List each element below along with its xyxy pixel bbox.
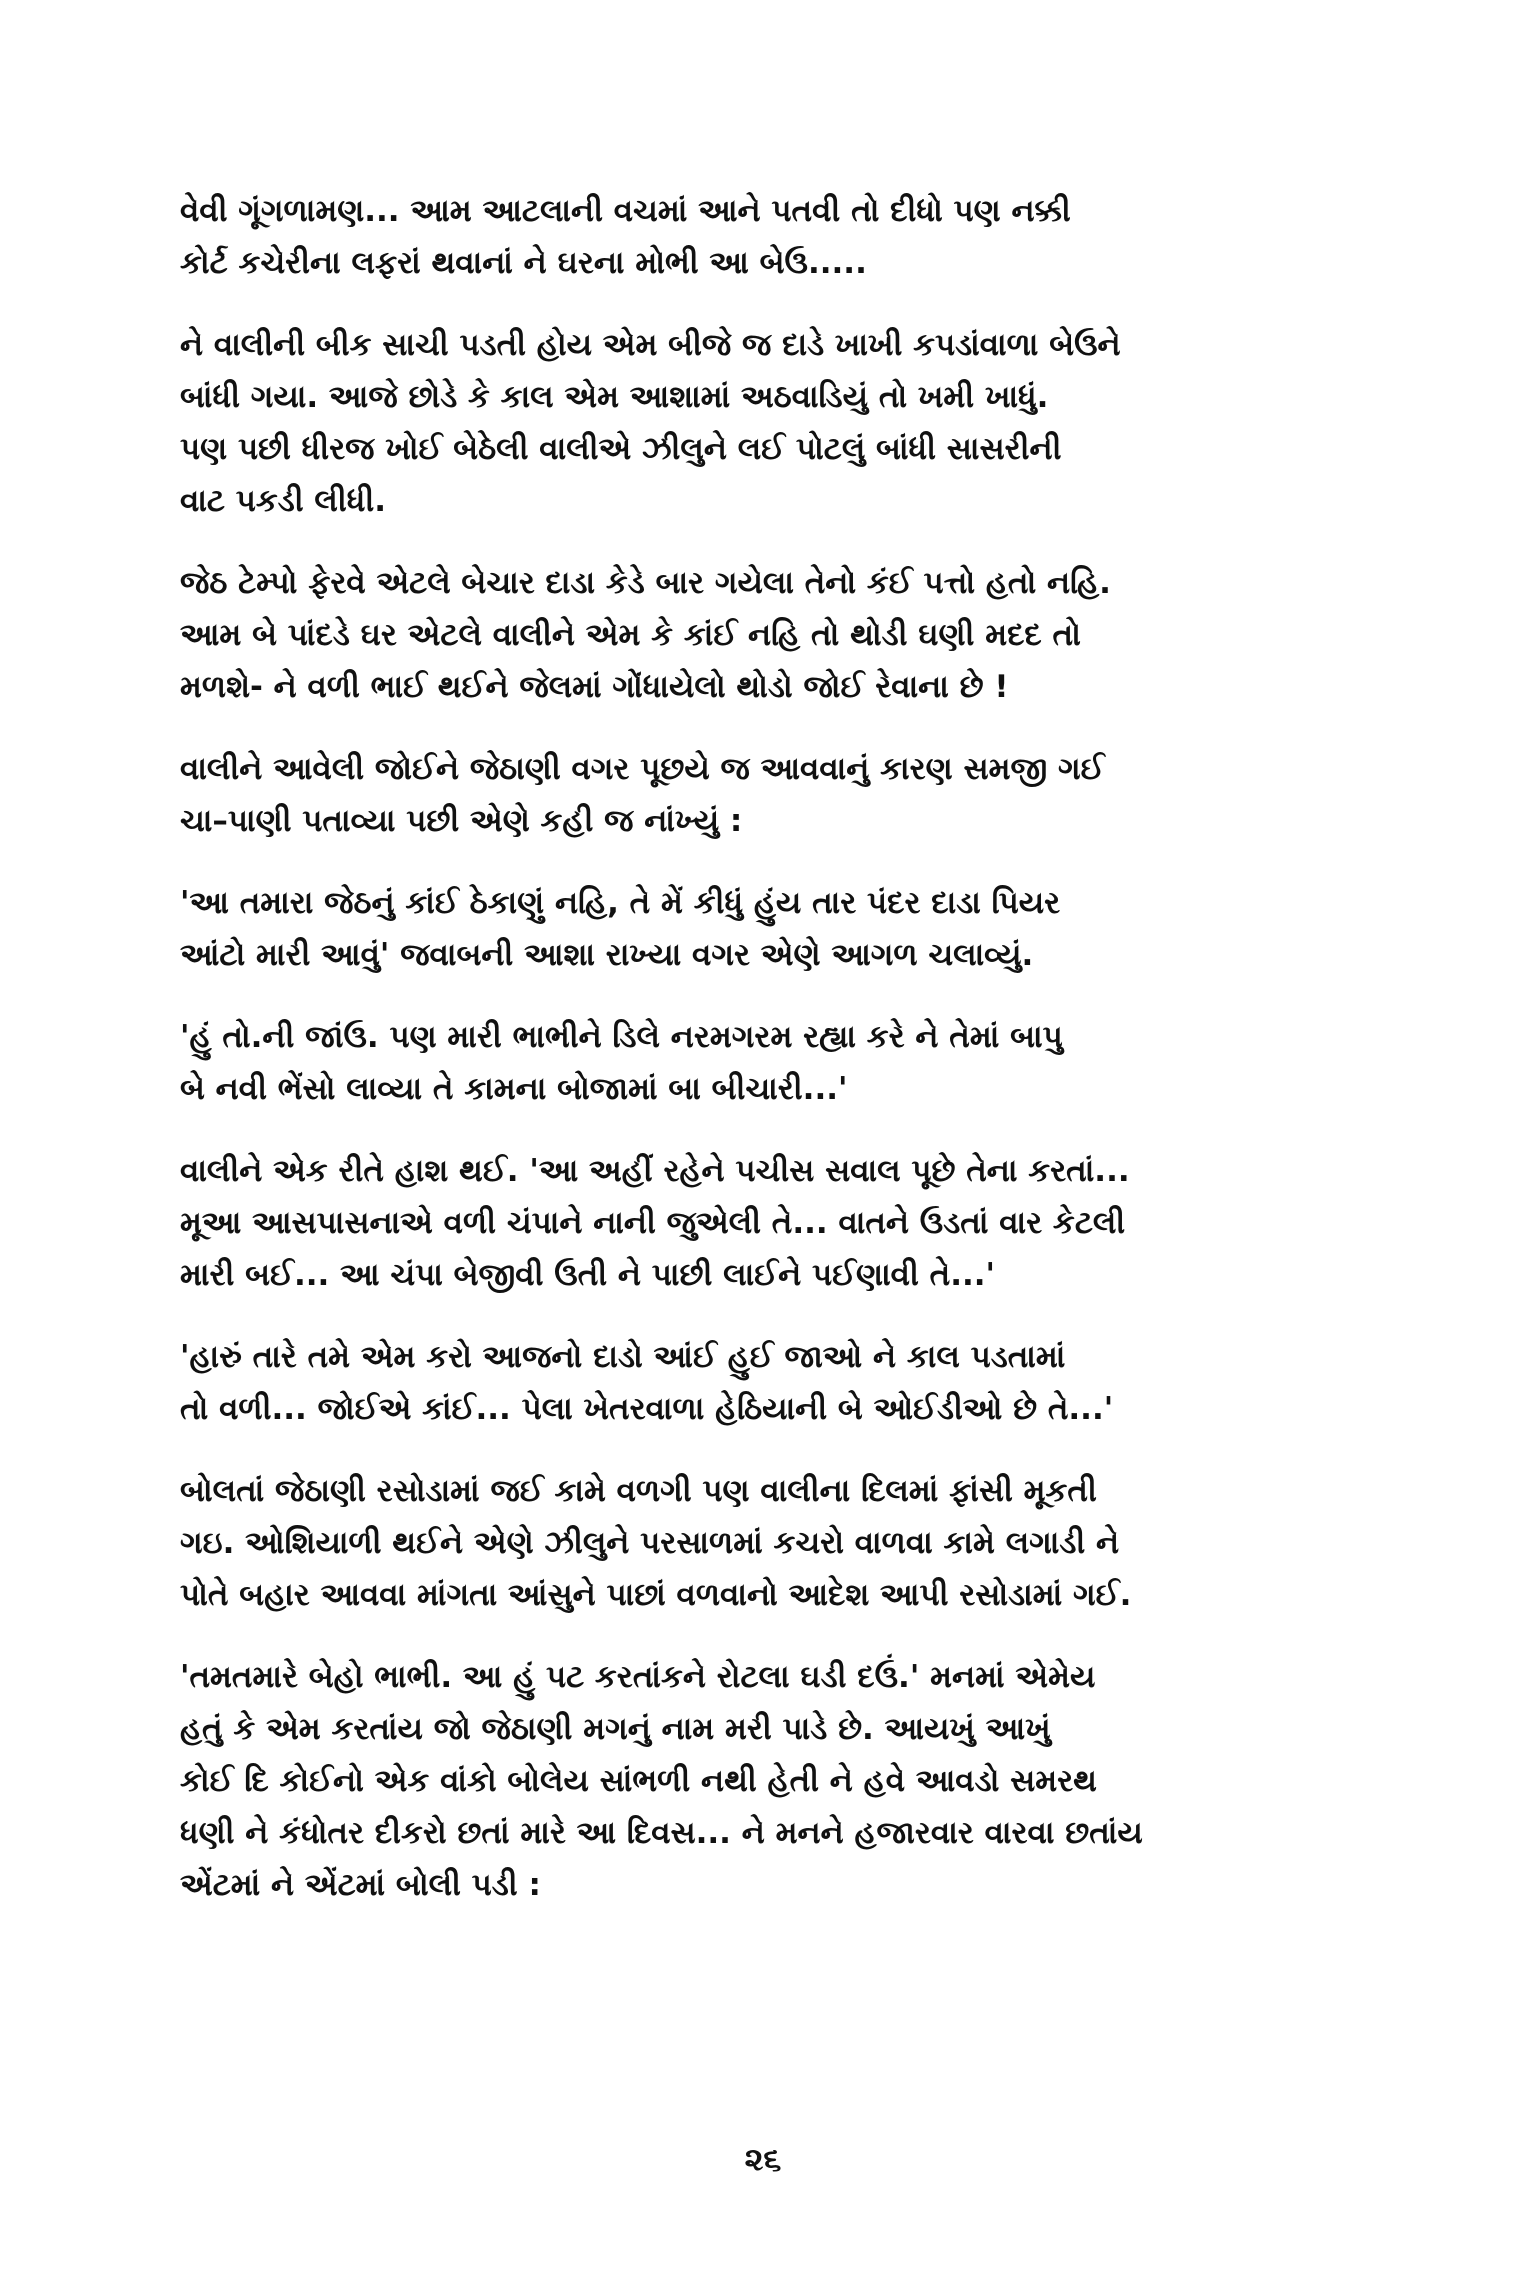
paragraph-10 xyxy=(180,1651,1330,1911)
text-line: 'તમતમારે બેહો ભાભી. આ હું પટ કરતાંકને રોટલા ઘડી દઉં.' મનમાં એમેય xyxy=(180,1659,1096,1695)
text-line: વાલીને આવેલી જોઈને જેઠાણી વગર પૂછયે જ આવવાનું કારણ સમજી ગઈ xyxy=(180,751,1105,787)
text-line: જેઠ ટેમ્પો ફેરવે એટલે બેચાર દાડા કેડે બાર ગયેલા તેનો કંઈ પત્તો હતો નહિ. xyxy=(180,565,1111,601)
text-line: ગઇ. ઓશિયાળી થઈને એણે ઝીલુને પરસાળમાં કચરો વાળવા કામે લગાડી ને xyxy=(180,1525,1120,1561)
text-line: વાટ પકડી લીધી. xyxy=(180,483,386,519)
paragraph-5 xyxy=(180,877,1330,981)
text-line: 'આ તમારા જેઠનું કાંઈ ઠેકાણું નહિ, તે મેં કીધું હુંય તાર પંદર દાડા પિયર xyxy=(180,885,1061,921)
paragraph-6 xyxy=(180,1011,1330,1115)
text-line: કોઈ દિ કોઈનો એક વાંકો બોલેય સાંભળી નથી હેતી ને હવે આવડો સમરથ xyxy=(180,1763,1097,1799)
text-line: બાંધી ગયા. આજે છોડે કે કાલ એમ આશામાં અઠવાડિયું તો ખમી ખાધું. xyxy=(180,379,1049,415)
page-number: ૨૬ xyxy=(744,2140,782,2178)
paragraph-1 xyxy=(180,185,1330,289)
paragraph-9 xyxy=(180,1465,1330,1621)
text-line: બે નવી ભેંસો લાવ્યા તે કામના બોજામાં બા બીચારી...' xyxy=(180,1071,848,1107)
text-line: આંટો મારી આવું' જવાબની આશા રાખ્યા વગર એણે આગળ ચલાવ્યું. xyxy=(180,937,1034,973)
page-body-text xyxy=(180,185,1330,1941)
paragraph-8 xyxy=(180,1331,1330,1435)
text-line: પણ પછી ધીરજ ખોઈ બેઠેલી વાલીએ ઝીલુને લઈ પોટલું બાંધી સાસરીની xyxy=(180,431,1062,467)
text-line: હતું કે એમ કરતાંય જો જેઠાણી મગનું નામ મરી પાડે છે. આયખું આખું xyxy=(180,1711,1051,1747)
paragraph-3 xyxy=(180,557,1330,713)
text-line: ને વાલીની બીક સાચી પડતી હોય એમ બીજે જ દાડે ખાખી કપડાંવાળા બેઉને xyxy=(180,327,1121,363)
text-line: ચા–પાણી પતાવ્યા પછી એણે કહી જ નાંખ્યું : xyxy=(180,803,743,839)
text-line: કોર્ટ કચેરીના લફરાં થવાનાં ને ઘરના મોભી આ બેઉ..... xyxy=(180,245,867,281)
text-line: મારી બઈ... આ ચંપા બેજીવી ઉતી ને પાછી લાઈને પઈણાવી તે...' xyxy=(180,1257,996,1293)
paragraph-7 xyxy=(180,1145,1330,1301)
paragraph-4 xyxy=(180,743,1330,847)
text-line: 'હું તો.ની જાંઉ. પણ મારી ભાભીને ડિલે નરમગરમ રહ્યા કરે ને તેમાં બાપુ xyxy=(180,1019,1063,1055)
text-line: બોલતાં જેઠાણી રસોડામાં જઈ કામે વળગી પણ વાલીના દિલમાં ફાંસી મૂકતી xyxy=(180,1473,1097,1509)
paragraph-2 xyxy=(180,319,1330,527)
text-line: મૂઆ આસપાસનાએ વળી ચંપાને નાની જુએલી તે... વાતને ઉડતાં વાર કેટલી xyxy=(180,1205,1126,1241)
text-line: એંટમાં ને એંટમાં બોલી પડી : xyxy=(180,1867,541,1903)
text-line: મળશે- ને વળી ભાઈ થઈને જેલમાં ગોંધાયેલો થોડો જોઈ રેવાના છે ! xyxy=(180,669,1009,705)
text-line: વાલીને એક રીતે હાશ થઈ. 'આ અહીં રહેને પચીસ સવાલ પૂછે તેના કરતાં... xyxy=(180,1153,1130,1189)
text-line: 'હારું તારે તમે એમ કરો આજનો દાડો આંઈ હુઈ જાઓ ને કાલ પડતામાં xyxy=(180,1339,1066,1375)
text-line: આમ બે પાંદડે ઘર એટલે વાલીને એમ કે કાંઈ નહિ તો થોડી ઘણી મદદ તો xyxy=(180,617,1081,653)
text-line: તો વળી... જોઈએ કાંઈ... પેલા ખેતરવાળા હેઠિયાની બે ઓઈડીઓ છે તે...' xyxy=(180,1391,1114,1427)
text-line: પોતે બહાર આવવા માંગતા આંસુને પાછાં વળવાનો આદેશ આપી રસોડામાં ગઈ. xyxy=(180,1577,1132,1613)
text-line: વેવી ગૂંગળામણ... આમ આટલાની વચમાં આને પતવી તો દીધો પણ નક્કી xyxy=(180,193,1071,229)
text-line: ધણી ને કંધોતર દીકરો છતાં મારે આ દિવસ... ને મનને હજારવાર વારવા છતાંય xyxy=(180,1815,1143,1851)
